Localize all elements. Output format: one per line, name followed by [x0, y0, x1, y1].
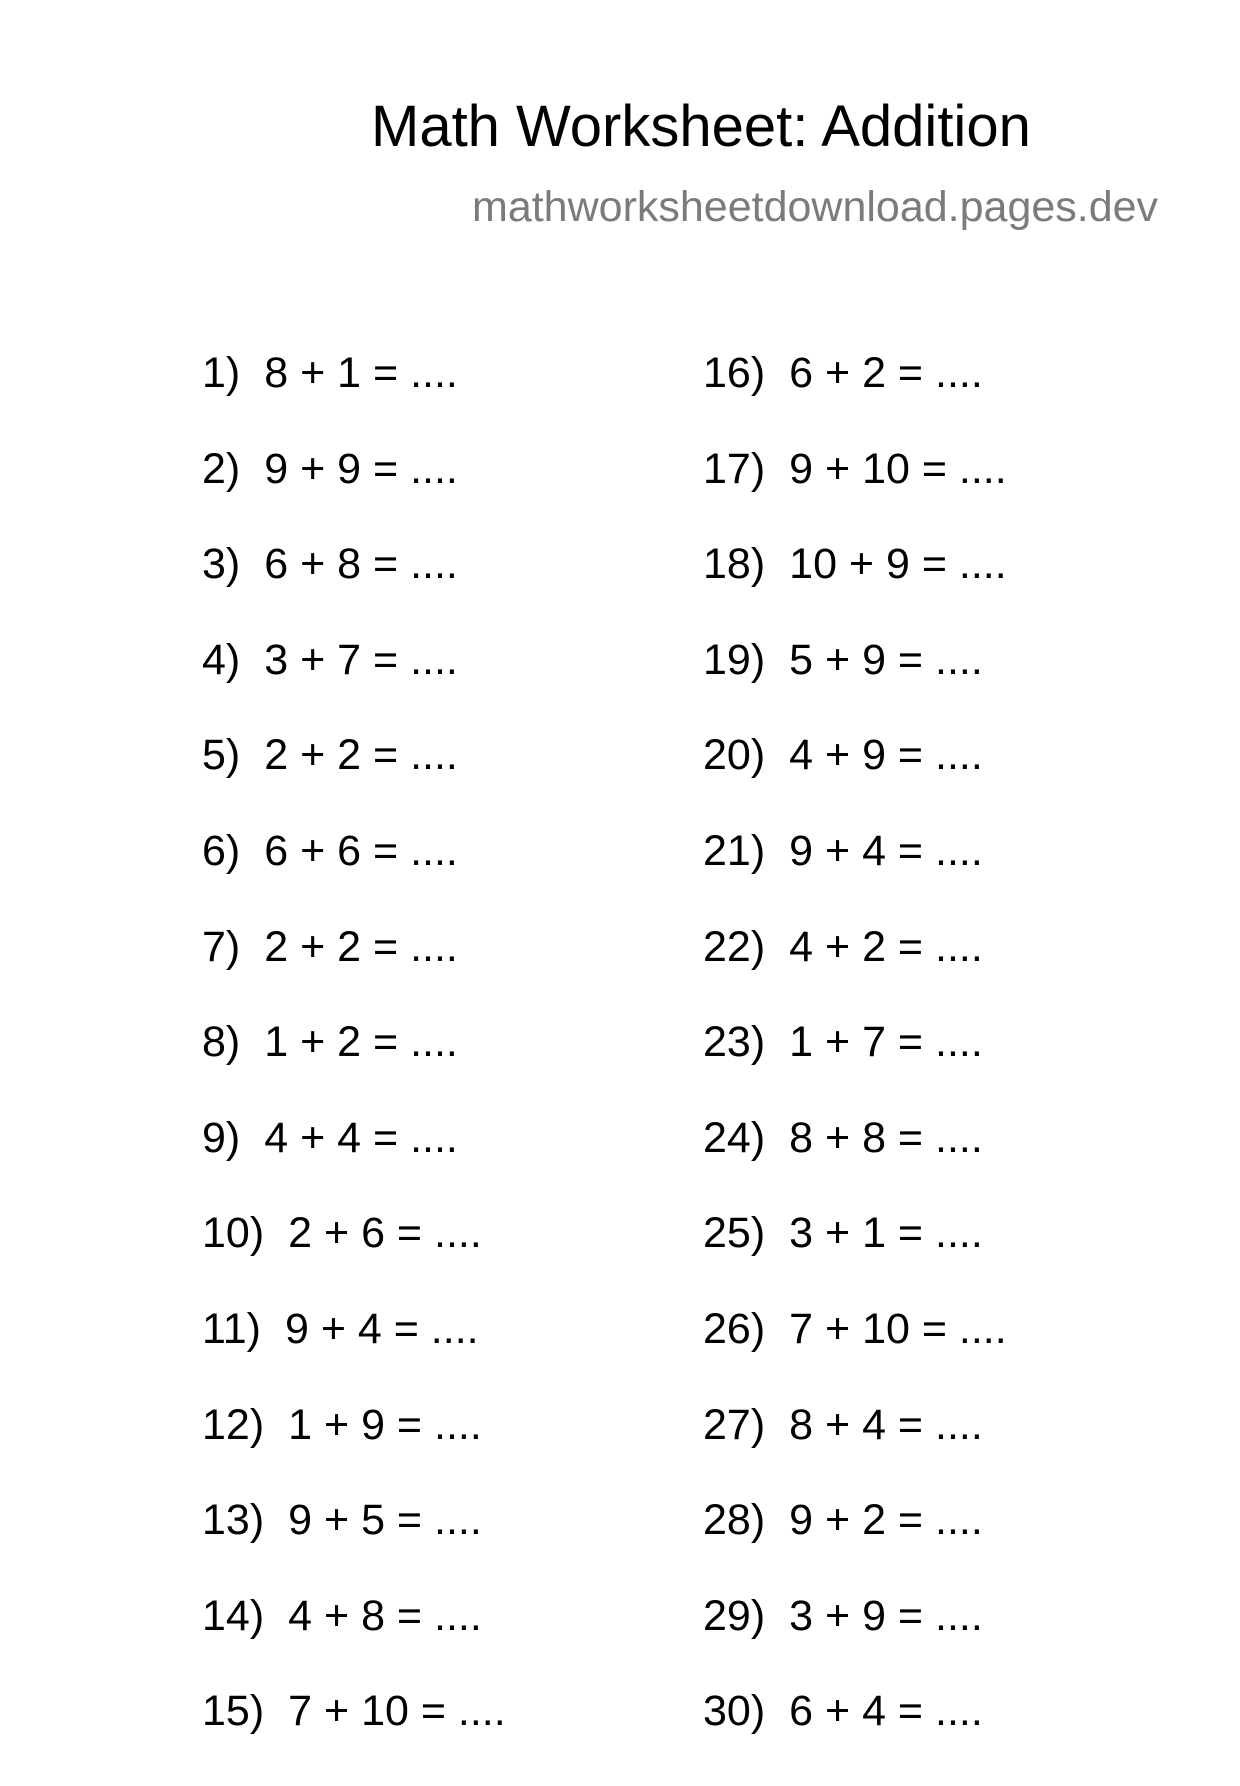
- problem-9: [202, 1113, 506, 1213]
- problem-expression: 3 + 7 = ....: [264, 635, 458, 684]
- page-subtitle: mathworksheetdownload.pages.dev: [472, 183, 1159, 231]
- problem-8: [202, 1018, 506, 1117]
- problem-23: [703, 1018, 1007, 1117]
- problem-expression: 4 + 4 = ....: [264, 1113, 458, 1162]
- problem-25: [703, 1209, 1007, 1308]
- problem-column-right: [703, 349, 1007, 1786]
- problem-number: 17): [703, 444, 766, 493]
- problem-expression: 4 + 2 = ....: [789, 922, 983, 971]
- problem-21: [703, 826, 1007, 926]
- problem-29: [703, 1591, 1007, 1691]
- problem-expression: 9 + 4 = ....: [284, 1304, 479, 1353]
- problem-30: [703, 1687, 1007, 1786]
- problem-expression: 6 + 2 = ....: [789, 349, 983, 397]
- problem-expression: 3 + 1 = ....: [789, 1209, 983, 1258]
- problem-number: 7): [202, 922, 241, 971]
- problem-number: 28): [703, 1496, 766, 1545]
- problem-number: 6): [202, 826, 241, 875]
- problem-15: [202, 1687, 506, 1786]
- problem-number: 9): [202, 1113, 241, 1162]
- problem-number: 24): [703, 1113, 766, 1162]
- problem-expression: 7 + 10 = ....: [789, 1304, 1007, 1353]
- problem-1: [202, 349, 506, 448]
- problem-number: 10): [202, 1209, 265, 1258]
- problem-number: 11): [202, 1304, 261, 1353]
- problem-number: 30): [703, 1687, 766, 1736]
- problem-expression: 1 + 9 = ....: [288, 1400, 482, 1449]
- problem-expression: 10 + 9 = ....: [789, 540, 1007, 589]
- problem-expression: 2 + 2 = ....: [264, 731, 458, 780]
- problem-expression: 9 + 5 = ....: [288, 1496, 482, 1545]
- problem-expression: 9 + 2 = ....: [789, 1496, 983, 1545]
- problem-20: [703, 731, 1007, 830]
- problem-13: [202, 1496, 506, 1595]
- problem-11: [202, 1304, 506, 1404]
- problem-19: [703, 635, 1007, 735]
- problem-3: [202, 540, 506, 639]
- problem-expression: 5 + 9 = ....: [789, 635, 983, 684]
- problem-expression: 3 + 9 = ....: [789, 1591, 983, 1640]
- problem-18: [703, 540, 1007, 639]
- problem-12: [202, 1400, 506, 1500]
- problem-number: 13): [202, 1496, 265, 1545]
- problem-22: [703, 922, 1007, 1022]
- problem-expression: 2 + 2 = ....: [264, 922, 458, 971]
- problem-number: 26): [703, 1304, 766, 1353]
- page-title: Math Worksheet: Addition: [371, 94, 1031, 159]
- problem-16: [703, 349, 1007, 448]
- problem-number: 15): [202, 1687, 265, 1736]
- problem-number: 22): [703, 922, 766, 971]
- problem-28: [703, 1496, 1007, 1595]
- problem-17: [703, 444, 1007, 544]
- problem-number: 3): [202, 540, 241, 589]
- problem-number: 29): [703, 1591, 766, 1640]
- problem-expression: 4 + 8 = ....: [288, 1591, 482, 1640]
- problem-number: 14): [202, 1591, 265, 1640]
- problem-expression: 9 + 10 = ....: [789, 444, 1007, 493]
- problem-expression: 8 + 4 = ....: [789, 1400, 983, 1449]
- problem-number: 4): [202, 635, 241, 684]
- problem-expression: 6 + 6 = ....: [264, 826, 458, 875]
- problem-column-left: [202, 349, 506, 1786]
- problem-number: 2): [202, 444, 241, 493]
- problem-27: [703, 1400, 1007, 1500]
- problem-number: 16): [703, 349, 766, 397]
- problem-5: [202, 731, 506, 830]
- problem-expression: 1 + 7 = ....: [789, 1018, 983, 1067]
- problem-7: [202, 922, 506, 1022]
- problem-6: [202, 826, 506, 926]
- problem-number: 5): [202, 731, 241, 780]
- problem-26: [703, 1304, 1007, 1404]
- problem-10: [202, 1209, 506, 1308]
- problem-number: 25): [703, 1209, 766, 1258]
- problem-expression: 9 + 4 = ....: [789, 826, 983, 875]
- problem-number: 27): [703, 1400, 766, 1449]
- problem-expression: 1 + 2 = ....: [264, 1018, 458, 1067]
- problem-expression: 9 + 9 = ....: [264, 444, 458, 493]
- problem-number: 20): [703, 731, 766, 780]
- problem-number: 8): [202, 1018, 241, 1067]
- problem-14: [202, 1591, 506, 1691]
- problem-expression: 4 + 9 = ....: [789, 731, 983, 780]
- problem-expression: 8 + 8 = ....: [789, 1113, 983, 1162]
- problem-4: [202, 635, 506, 735]
- problem-expression: 2 + 6 = ....: [288, 1209, 482, 1258]
- problem-expression: 6 + 8 = ....: [264, 540, 458, 589]
- problem-expression: 6 + 4 = ....: [789, 1687, 983, 1736]
- problem-number: 12): [202, 1400, 265, 1449]
- problem-number: 19): [703, 635, 766, 684]
- problem-expression: 8 + 1 = ....: [264, 349, 458, 397]
- problem-number: 23): [703, 1018, 766, 1067]
- problem-number: 1): [202, 349, 241, 397]
- problem-number: 18): [703, 540, 766, 589]
- problem-24: [703, 1113, 1007, 1213]
- problem-number: 21): [703, 826, 766, 875]
- problem-expression: 7 + 10 = ....: [288, 1687, 506, 1736]
- problem-2: [202, 444, 506, 544]
